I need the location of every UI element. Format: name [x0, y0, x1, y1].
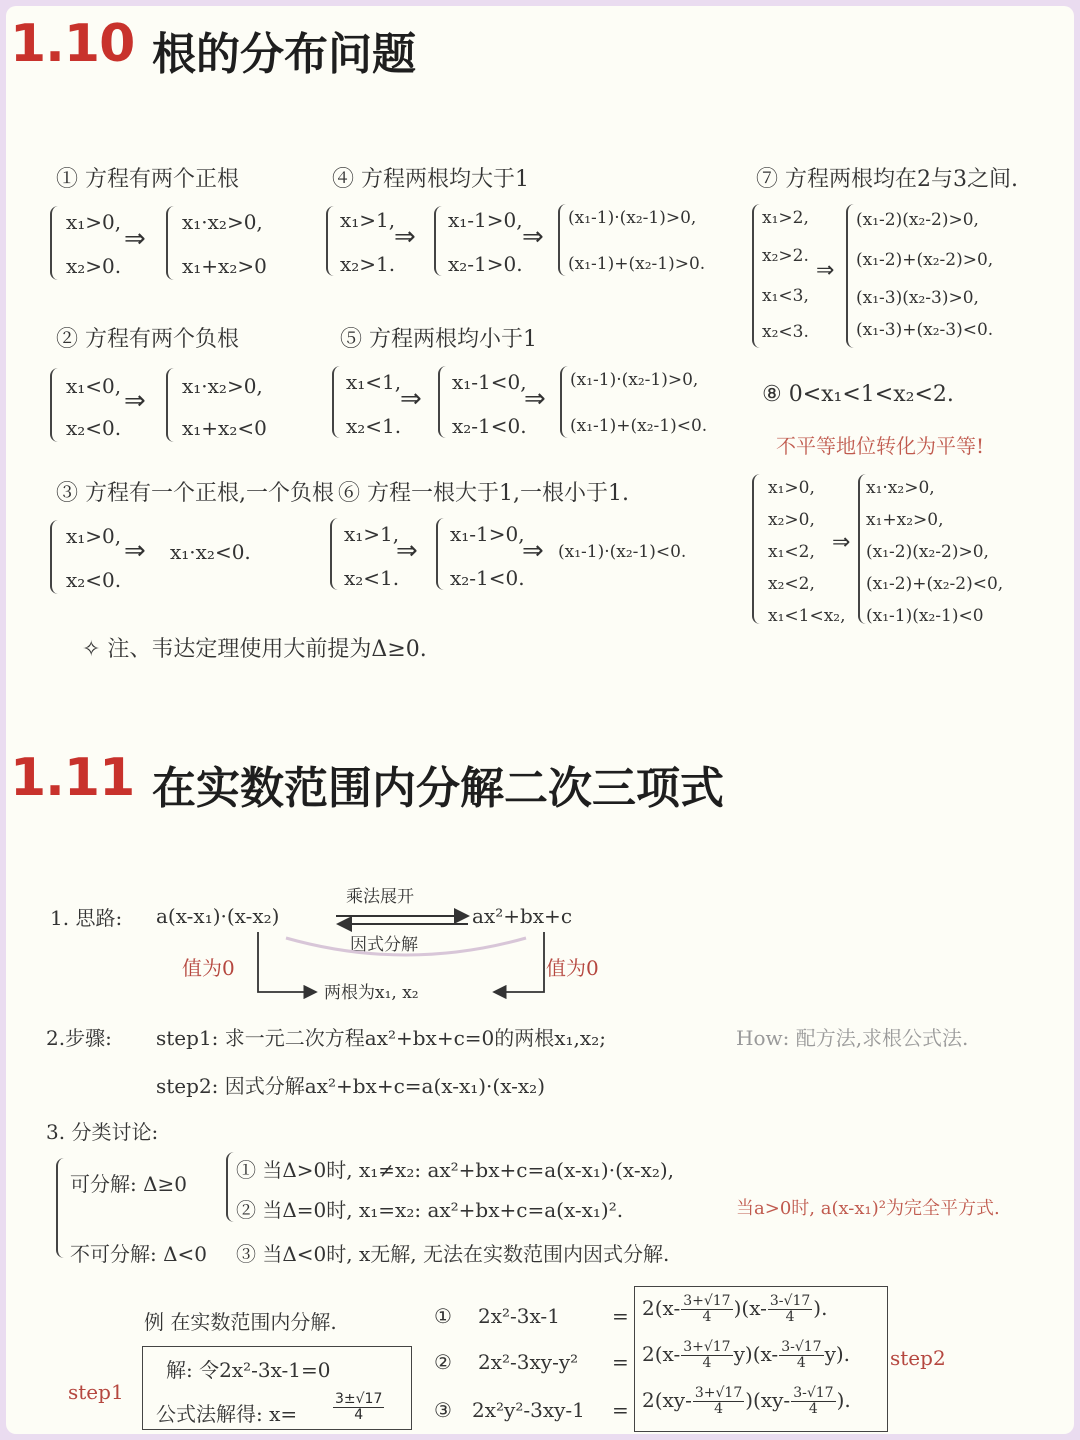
case7-cond3: x₁<3, [762, 286, 809, 306]
section-title-1-10: 根的分布问题 [152, 29, 416, 80]
case8-res1: x₁·x₂>0, [866, 478, 935, 498]
case4-mid1: x₁-1>0, [448, 208, 523, 232]
case6-mid1: x₁-1>0, [450, 522, 525, 546]
case6-cond1: x₁>1, [344, 522, 400, 546]
case8-note: 不平等地位转化为平等! [776, 434, 985, 458]
answer-part: 2(xy- [642, 1388, 692, 1412]
answer-row3 [642, 1386, 851, 1417]
case4-cond1: x₁>1, [340, 208, 396, 232]
answer-part: ). [813, 1296, 828, 1320]
fraction-numerator: 3-√17 [769, 1293, 811, 1309]
answer-part: y). [824, 1342, 851, 1366]
idea-expanded-form: ax²+bx+c [472, 904, 573, 928]
step1-text: step1: 求一元二次方程ax²+bx+c=0的两根x₁,x₂; [156, 1026, 606, 1050]
brace [438, 366, 450, 438]
case-delta-negative: ③ 当Δ<0时, x无解, 无法在实数范围内因式分解. [236, 1242, 670, 1266]
answer-part: y)(x- [733, 1342, 779, 1366]
brace [752, 474, 764, 624]
cannot-factor-label: 不可分解: Δ<0 [70, 1242, 208, 1266]
idea-zero-left: 值为0 [182, 956, 235, 980]
fraction-denominator: 4 [354, 1407, 364, 1423]
fraction-numerator: 3-√17 [793, 1385, 834, 1401]
case8-res4: (x₁-2)+(x₂-2)<0, [866, 574, 1004, 594]
case8-cond1: x₁>0, [768, 478, 815, 498]
case8-title: ⑧ 0<x₁<1<x₂<2. [762, 382, 954, 407]
case7-res2: (x₁-2)+(x₂-2)>0, [856, 250, 994, 270]
implies-arrow: ⇒ [396, 536, 418, 566]
answer-part: )(x- [733, 1296, 767, 1320]
equals-sign: = [612, 1350, 629, 1374]
implies-arrow: ⇒ [522, 536, 544, 566]
q3-number: ③ [434, 1398, 452, 1422]
case-delta-zero: ② 当Δ=0时, x₁=x₂: ax²+bx+c=a(x-x₁)². [236, 1198, 624, 1222]
section-number-1-11: 1.11 [10, 748, 135, 808]
implies-arrow: ⇒ [522, 222, 544, 252]
case8-res2: x₁+x₂>0, [866, 510, 944, 530]
answer-row2 [642, 1340, 850, 1371]
brace [56, 1158, 70, 1258]
q2-expression: 2x²-3xy-y² [478, 1350, 579, 1374]
fraction-numerator: 3-√17 [781, 1339, 822, 1355]
fraction-numerator: 3+√17 [694, 1385, 743, 1401]
vieta-footnote: ✧ 注、韦达定理使用大前提为Δ≥0. [82, 637, 427, 662]
how-note: How: 配方法,求根公式法. [736, 1026, 969, 1050]
equals-sign: = [612, 1304, 629, 1328]
case6-cond2: x₂<1. [344, 566, 400, 590]
answer-part: 2(x- [642, 1342, 681, 1366]
implies-arrow: ⇒ [124, 536, 146, 566]
case1-cond1: x₁>0, [66, 210, 122, 234]
case-delta-positive: ① 当Δ>0时, x₁≠x₂: ax²+bx+c=a(x-x₁)·(x-x₂), [236, 1158, 675, 1182]
case5-title: ⑤ 方程两根均小于1 [340, 327, 537, 352]
case4-res1: (x₁-1)·(x₂-1)>0, [568, 208, 697, 228]
case8-cond4: x₂<2, [768, 574, 815, 594]
brace [50, 368, 62, 442]
case2-cond2: x₂<0. [66, 416, 122, 440]
brace [436, 518, 448, 590]
example-step1-label: step1 [68, 1380, 124, 1404]
idea-factored-form: a(x-x₁)·(x-x₂) [156, 904, 280, 928]
idea-label: 1. 思路: [50, 906, 123, 930]
section-number-1-10: 1.10 [10, 14, 135, 74]
case7-title: ⑦ 方程两根均在2与3之间. [756, 167, 1018, 192]
case8-res5: (x₁-1)(x₂-1)<0 [866, 606, 984, 626]
case4-res2: (x₁-1)+(x₂-1)>0. [568, 254, 706, 274]
steps-label: 2.步骤: [46, 1026, 112, 1050]
fraction-denominator: 4 [808, 1401, 818, 1417]
case7-res1: (x₁-2)(x₂-2)>0, [856, 210, 979, 230]
q1-expression: 2x²-3x-1 [478, 1304, 560, 1328]
perfect-square-note: 当a>0时, a(x-x₁)²为完全平方式. [736, 1198, 1000, 1219]
implies-arrow: ⇒ [400, 384, 422, 414]
fraction-numerator: 3+√17 [683, 1293, 731, 1309]
case1-title: ① 方程有两个正根 [56, 167, 239, 192]
note-page [6, 6, 1074, 1434]
solution-line1: 解: 令2x²-3x-1=0 [166, 1358, 331, 1382]
case4-cond2: x₂>1. [340, 252, 396, 276]
case3-cond2: x₂<0. [66, 568, 122, 592]
case3-title: ③ 方程有一个正根,一个负根 [56, 481, 334, 506]
idea-roots-label: 两根为x₁, x₂ [324, 983, 419, 1003]
case2-title: ② 方程有两个负根 [56, 327, 239, 352]
section-title-1-11: 在实数范围内分解二次三项式 [152, 763, 724, 814]
q3-expression: 2x²y²-3xy-1 [472, 1398, 585, 1422]
case4-mid2: x₂-1>0. [448, 252, 523, 276]
fraction-numerator: 3±√17 [335, 1391, 383, 1407]
case5-mid1: x₁-1<0, [452, 370, 527, 394]
case2-cond1: x₁<0, [66, 374, 122, 398]
case8-cond5: x₁<1<x₂, [768, 606, 846, 626]
brace [434, 206, 446, 276]
implies-arrow: ⇒ [124, 224, 146, 254]
case7-cond1: x₁>2, [762, 208, 809, 228]
idea-factor-label: 因式分解 [350, 935, 418, 955]
implies-arrow: ⇒ [124, 386, 146, 416]
case6-res1: (x₁-1)·(x₂-1)<0. [558, 542, 687, 562]
case4-title: ④ 方程两根均大于1 [332, 167, 529, 192]
answer-part: ). [836, 1388, 851, 1412]
case2-res2: x₁+x₂<0 [182, 416, 267, 440]
implies-arrow: ⇒ [524, 384, 546, 414]
fraction-denominator: 4 [785, 1309, 795, 1325]
brace [332, 366, 344, 438]
case5-mid2: x₂-1<0. [452, 414, 527, 438]
case8-cond2: x₂>0, [768, 510, 815, 530]
implies-arrow: ⇒ [816, 258, 835, 283]
case2-res1: x₁·x₂>0, [182, 374, 263, 398]
answer-part: 2(x- [642, 1296, 681, 1320]
brace [166, 368, 178, 442]
implies-arrow: ⇒ [394, 222, 416, 252]
case6-title: ⑥ 方程一根大于1,一根小于1. [338, 481, 629, 506]
case8-cond3: x₁<2, [768, 542, 815, 562]
q1-number: ① [434, 1304, 452, 1328]
case6-mid2: x₂-1<0. [450, 566, 525, 590]
case5-cond1: x₁<1, [346, 370, 402, 394]
idea-zero-right: 值为0 [546, 956, 599, 980]
case1-res1: x₁·x₂>0, [182, 210, 263, 234]
case8-res3: (x₁-2)(x₂-2)>0, [866, 542, 989, 562]
can-factor-label: 可分解: Δ≥0 [70, 1172, 188, 1196]
case5-res2: (x₁-1)+(x₂-1)<0. [570, 416, 708, 436]
case7-cond2: x₂>2. [762, 246, 809, 266]
implies-arrow: ⇒ [832, 530, 851, 555]
case3-cond1: x₁>0, [66, 524, 122, 548]
case7-res3: (x₁-3)(x₂-3)>0, [856, 288, 979, 308]
case3-res1: x₁·x₂<0. [170, 540, 251, 564]
brace [166, 206, 178, 280]
answer-row1 [642, 1294, 827, 1325]
fraction-denominator: 4 [796, 1355, 806, 1371]
idea-expand-label: 乘法展开 [346, 887, 414, 907]
brace [330, 518, 342, 590]
brace [50, 206, 62, 280]
brace [50, 520, 62, 594]
fraction-denominator: 4 [702, 1309, 712, 1325]
case5-cond2: x₂<1. [346, 414, 402, 438]
idea-arrows [246, 902, 556, 1002]
case7-res4: (x₁-3)+(x₂-3)<0. [856, 320, 994, 340]
case5-res1: (x₁-1)·(x₂-1)>0, [570, 370, 699, 390]
example-title: 例 在实数范围内分解. [144, 1310, 337, 1334]
brace [326, 206, 338, 276]
equals-sign: = [612, 1398, 629, 1422]
case1-cond2: x₂>0. [66, 254, 122, 278]
fraction-numerator: 3+√17 [683, 1339, 731, 1355]
case7-cond4: x₂<3. [762, 322, 809, 342]
answer-part: )(xy- [745, 1388, 791, 1412]
solution-line2: 公式法解得: x= [156, 1402, 298, 1426]
cases-label: 3. 分类讨论: [46, 1120, 159, 1144]
fraction-denominator: 4 [714, 1401, 724, 1417]
example-step2-label: step2 [890, 1346, 946, 1370]
fraction-denominator: 4 [702, 1355, 712, 1371]
step2-text: step2: 因式分解ax²+bx+c=a(x-x₁)·(x-x₂) [156, 1074, 545, 1098]
case1-res2: x₁+x₂>0 [182, 254, 267, 278]
solution-root-fraction [332, 1392, 385, 1423]
q2-number: ② [434, 1350, 452, 1374]
